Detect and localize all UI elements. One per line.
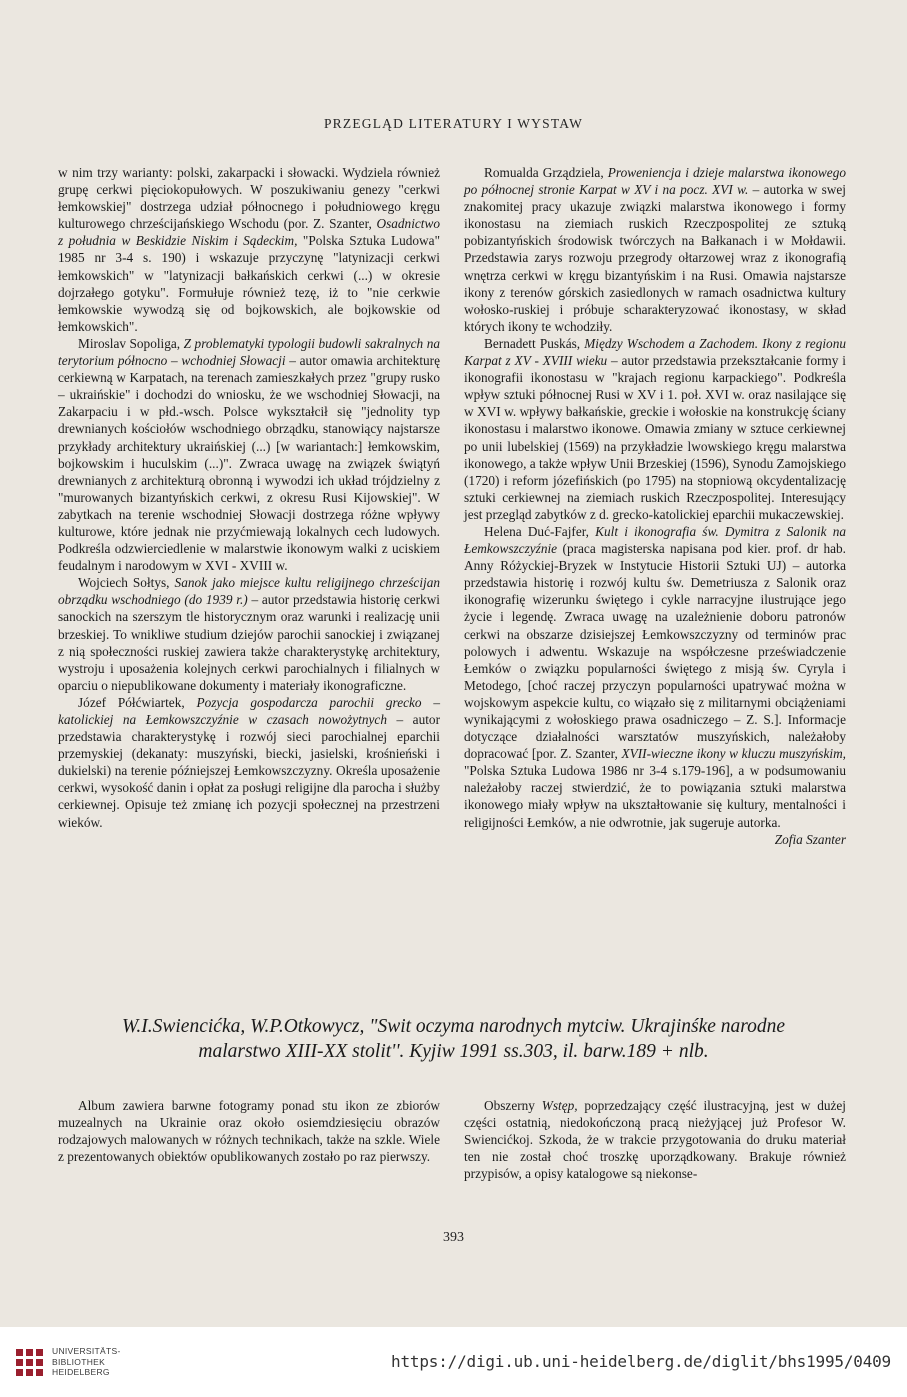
- library-name: [52, 1346, 121, 1378]
- review-left-column: [58, 1097, 440, 1165]
- paragraph: Bernadett Puskás, Między Wschodem a Zachodem. Ikony z regionu Karpat z XV - XVIII wieku – autor przedstawia przekształcanie formy i ikonografii ikonostasu w "krajach regionu karpackiego". Podkreśla wpływ sztuki północnej Rusi w XV i 1. poł. XVI w. oraz nasilające się w XVI w. wpływy bałkańskie, greckie i wołoskie na konstrukcję ściany ikonostasu i malarstwo ikonowe. Omawia zmiany w sztuce cerkiewnej po unii lubelskiej (1569) na przykładzie lwowskiego kręgu malarstwa ikonowego, a także wpływ Unii Brzeskiej (1596), Synodu Zamojskiego (1720) i reform józefińskich (po 1795) na stopniową okcydentalizację sztuki cerkiewnej na ziemiach ruskich Rzeczpospolitej. Interesujący jest przegląd zabytków z d. grecko-katolickiej eparchii mukaczewskiej.: [464, 335, 846, 522]
- paragraph: Helena Duć-Fajfer, Kult i ikonografia św. Dymitra z Salonik na Łemkowszczyźnie (praca magisterska napisana pod kier. prof. dr hab. Anny Różyckiej-Bryzek w Instytucie Historii Sztuki UJ) – autorka przedstawia historię i rozwój kultu św. Demetriusza z Salonik oraz ikonografię wizerunku świętego i cykle narracyjne ilustrujące jego życie i legendę. Zwraca uwagę na uzależnienie doboru patronów cerkwi na obszarze dzisiejszej Łemkowszczyzny od terminów prac polowych i adwentu. Wskazuje na współczesne przeświadczenie Łemków o związku popularności świętego z misją św. Cyryla i Metodego, [choć raczej przyczyn popularności upatrywać można w wojskowym aspekcie kultu, co wiązało się z militarnymi obciążeniami wynikającymi z wołoskiego prawa osadniczego – Z. S.]. Informacje dotyczące działalności warsztatów muszyńskich, należałoby dopracować [por. Z. Szanter, XVII-wieczne ikony w kluczu muszyńskim, "Polska Sztuka Ludowa 1986 nr 3-4 s.179-196], a w podsumowaniu należałoby raczej stwierdzić, że to powiązania sztuki malarstwa ikonowego miały wpływ na ukształtowanie się kultury, mentalności i religijności Łemków, a nie odwrotnie, jak sugeruje autorka.: [464, 523, 847, 830]
- university-library-logo-icon: [14, 1347, 46, 1379]
- library-name-line: HEIDELBERG: [52, 1367, 110, 1377]
- review-heading-line: W.I.Swiencićka, W.P.Otkowycz, "Swit oczyma narodnych mytciw. Ukrajinśke narodne: [121, 1016, 786, 1037]
- paragraph: Miroslav Sopoliga, Z problematyki typologii budowli sakralnych na terytorium północno – wchodniej Słowacji – autor omawia architekturę cerkiewną w Karpatach, na terenach zamieszkałych przez "grupy rusko – ukraińskie" i dochodzi do wniosku, że we wschodniej Słowacji, na Zakarpaciu i w płd.-wsch. Polsce wykształcił się "jednolity typ drewnianych kościołów wschodniego obrządku, stanowiący najstarsze przykłady architektury ukraińskiej (...) [w wariantach:] łemkowskim, bojkowskim i huculskim (...)". Zwraca uwagę na związek świątyń drewnianych z architekturą obronną i wywodzi ich układ trójdzielny z "murowanych bizantyńskich cerkwi, z okresu Rusi Kijowskiej". W zabytkach na terenie wschodniej Słowacji dostrzega różne wpływy kulturowe, które jednak nie przyćmiewają lokalnych cech ludowych. Podkreśla odzwierciedlenie w malarstwie ikonowym walki z uciskiem feudalnym i narodowym w XVI - XVIII w.: [58, 335, 440, 574]
- running-title: PRZEGLĄD LITERATURY I WYSTAW: [323, 116, 584, 131]
- author-signature: Zofia Szanter: [774, 831, 846, 847]
- library-name-line: UNIVERSITÄTS-: [52, 1346, 121, 1356]
- review-right-column: [464, 1097, 846, 1182]
- left-column: [58, 164, 440, 831]
- paragraph: Obszerny Wstęp, poprzedzający część ilustracyjną, jest w dużej części ostatnią, niedokończoną pracą nieżyjącej już Profesor W. Swiencićkoj. Szkoda, że w trakcie przygotowania do druku materiał ten nie został choć troszkę uporządkowany. Brakuje również przypisów, a opisy katalogowe są niekonse-: [464, 1098, 846, 1182]
- page-number: 393: [443, 1230, 464, 1245]
- review-heading: [40, 1014, 867, 1064]
- paragraph: Album zawiera barwne fotogramy ponad stu ikon ze zbiorów muzealnych na Ukrainie oraz około osiemdziesięciu obrazów rodzajowych malowanych w różnych technikach, także na szkle. Wiele z prezentowanych obiektów opublikowanych zostało po raz pierwszy.: [58, 1098, 440, 1165]
- review-heading-line: malarstwo XIII-XX stolit''. Kyjiw 1991 ss.303, il. barw.189 + nlb.: [198, 1041, 709, 1062]
- library-name-line: BIBLIOTHEK: [52, 1356, 106, 1367]
- paragraph: Romualda Grządziela, Proweniencja i dzieje malarstwa ikonowego po północnej stronie Karpat w XV i na pocz. XVI w. – autorka w swej znakomitej pracy ukazuje związki malarstwa ikonowego i formy ikonostasu na ziemiach ruskich Rzeczpospolitej ze sztuką pobizantyńskich środowisk twórczych na Bałkanach i w Mołdawii. Przedstawia zarys rozwoju przegrody ołtarzowej wraz z ikonografią wnętrza cerkwi w kręgu bizantyńskim i na Rusi. Omawia najstarsze ikony z terenów górskich zasiedlonych w ramach osadnictwa kultury wołosko-ruskiej i próbuje scharakteryzować ikonostasy, w skład których ikony te wchodziły.: [464, 165, 847, 334]
- paragraph: Józef Półćwiartek, Pozycja gospodarcza parochii grecko – katolickiej na Łemkowszczyźnie w czasach nowożytnych – autor przedstawia charakterystykę i rozwój sieci parochialnej eparchii przemyskiej (dekanaty: muszyński, biecki, jasielski, krośnieński i dukielski) na terenie późniejszej Łemkowszczyzny. Określa uposażenie cerkwi, wysokość danin i opłat za posługi religijne dla parocha i służby cerkiewnej. Opisuje też zmianę ich pozycji społecznej na przestrzeni wieków.: [58, 694, 441, 830]
- right-column: [464, 164, 846, 848]
- viewer-footer: [0, 1327, 907, 1397]
- paragraph: w nim trzy warianty: polski, zakarpacki i słowacki. Wydziela również grupę cerkwi pięciokopułowych. W poszukiwaniu genezy "cerkwi łemkowskiej" dostrzega udział północnego i południowego kręgu kulturowego chrześcijańskiego Wschodu (por. Z. Szanter, Osadnictwo z południa w Beskidzie Niskim i Sądeckim, "Polska Sztuka Ludowa" 1985 nr 3-4 s. 190) i wskazuje przyczynę "latynizacji cerkwi łemkowskich" w "latynizacji bałkańskich cerkwi (...) w okresie dojrzałego gotyku". Formułuje również tezę, iż to "nie cerkwie łemkowskie wywodzą się od bojkowskich, ale bojkowskie od łemkowskich".: [58, 165, 440, 334]
- document-url-link[interactable]: https://digi.ub.uni-heidelberg.de/diglit/bhs1995/0409: [391, 1352, 891, 1371]
- paragraph: Wojciech Sołtys, Sanok jako miejsce kultu religijnego chrześcijan obrządku wschodniego (do 1939 r.) – autor przedstawia historię cerkwi sanockich na szerszym tle historycznym oraz warunki i realizację unii brzeskiej. To wnikliwe studium dziejów parochii sanockiej i związanej z nią społeczności ruskiej zawiera także charakterystykę architektury, wystroju i uposażenia kolejnych cerkwi parochialnych i filialnych w oparciu o niepublikowane dokumenty i materiały ikonograficzne.: [58, 575, 441, 693]
